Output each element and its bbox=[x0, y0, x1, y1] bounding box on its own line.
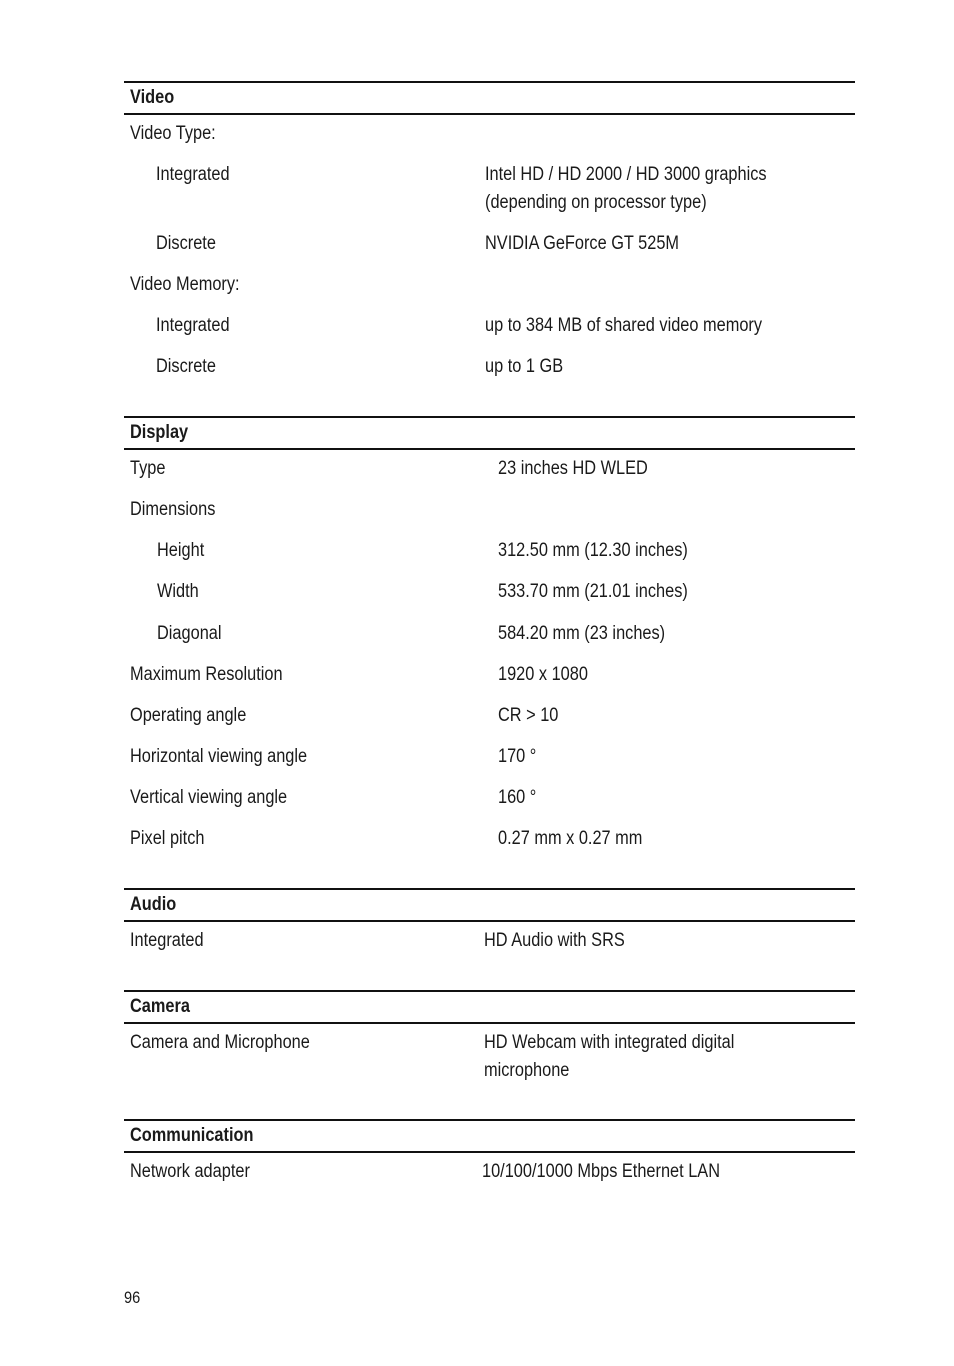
spec-value: 0.27 mm x 0.27 mm bbox=[498, 828, 643, 849]
spec-label: Video Type: bbox=[130, 123, 216, 144]
spec-label: Network adapter bbox=[130, 1161, 250, 1182]
spec-value: up to 1 GB bbox=[485, 356, 564, 377]
spec-row bbox=[124, 620, 855, 648]
spec-value: Intel HD / HD 2000 / HD 3000 graphics (depending on processor type) bbox=[485, 164, 767, 213]
spec-value: 312.50 mm (12.30 inches) bbox=[498, 540, 688, 561]
spec-value: 160 ° bbox=[498, 787, 537, 808]
spec-value: 533.70 mm (21.01 inches) bbox=[498, 581, 688, 602]
spec-value: 170 ° bbox=[498, 746, 537, 767]
spec-label: Diagonal bbox=[157, 623, 222, 644]
audio-section bbox=[124, 888, 855, 955]
spec-label: Camera and Microphone bbox=[130, 1032, 310, 1053]
section-header-display bbox=[124, 416, 855, 450]
communication-section bbox=[124, 1119, 855, 1186]
spec-label: Type bbox=[130, 458, 166, 479]
spec-label: Discrete bbox=[156, 356, 216, 377]
spec-label: Horizontal viewing angle bbox=[130, 746, 308, 767]
spec-row bbox=[124, 825, 855, 853]
spec-label: Dimensions bbox=[130, 499, 216, 520]
section-title: Audio bbox=[130, 894, 177, 915]
spec-row bbox=[124, 496, 855, 524]
section-title: Display bbox=[130, 422, 189, 443]
camera-section bbox=[124, 990, 855, 1085]
spec-row bbox=[124, 120, 855, 148]
spec-label: Vertical viewing angle bbox=[130, 787, 288, 808]
spec-label: Video Memory: bbox=[130, 274, 240, 295]
spec-value: 23 inches HD WLED bbox=[498, 458, 648, 479]
spec-label: Discrete bbox=[156, 233, 216, 254]
section-header-video bbox=[124, 81, 855, 115]
spec-label: Operating angle bbox=[130, 705, 247, 726]
spec-row bbox=[124, 927, 855, 955]
spec-label: Height bbox=[157, 540, 205, 561]
spec-row bbox=[124, 353, 855, 381]
spec-row bbox=[124, 455, 855, 483]
section-header-audio bbox=[124, 888, 855, 922]
spec-value: 584.20 mm (23 inches) bbox=[498, 623, 666, 644]
page-number: 96 bbox=[124, 1288, 141, 1307]
spec-row bbox=[124, 1029, 855, 1085]
section-header-communication bbox=[124, 1119, 855, 1153]
spec-label: Width bbox=[157, 581, 199, 602]
spec-row bbox=[124, 312, 855, 340]
spec-row bbox=[124, 161, 855, 217]
spec-label: Pixel pitch bbox=[130, 828, 205, 849]
spec-row bbox=[124, 661, 855, 689]
section-header-camera bbox=[124, 990, 855, 1024]
spec-value: NVIDIA GeForce GT 525M bbox=[485, 233, 680, 254]
spec-value: CR > 10 bbox=[498, 705, 559, 726]
spec-row bbox=[124, 1158, 855, 1186]
spec-value: HD Audio with SRS bbox=[484, 930, 625, 951]
section-title: Camera bbox=[130, 996, 190, 1017]
spec-value: HD Webcam with integrated digital microphone bbox=[484, 1032, 735, 1081]
spec-row bbox=[124, 537, 855, 565]
spec-value: 10/100/1000 Mbps Ethernet LAN bbox=[482, 1161, 721, 1182]
spec-row bbox=[124, 784, 855, 812]
video-section bbox=[124, 81, 855, 381]
section-title: Video bbox=[130, 87, 175, 108]
spec-label: Integrated bbox=[130, 930, 204, 951]
spec-label: Maximum Resolution bbox=[130, 664, 283, 685]
spec-row bbox=[124, 271, 855, 299]
spec-row bbox=[124, 230, 855, 258]
spec-row bbox=[124, 743, 855, 771]
spec-row bbox=[124, 578, 855, 606]
spec-value: up to 384 MB of shared video memory bbox=[485, 315, 763, 336]
spec-label: Integrated bbox=[156, 315, 230, 336]
spec-label: Integrated bbox=[156, 164, 230, 185]
display-section bbox=[124, 416, 855, 853]
spec-value: 1920 x 1080 bbox=[498, 664, 588, 685]
spec-row bbox=[124, 702, 855, 730]
section-title: Communication bbox=[130, 1125, 254, 1146]
